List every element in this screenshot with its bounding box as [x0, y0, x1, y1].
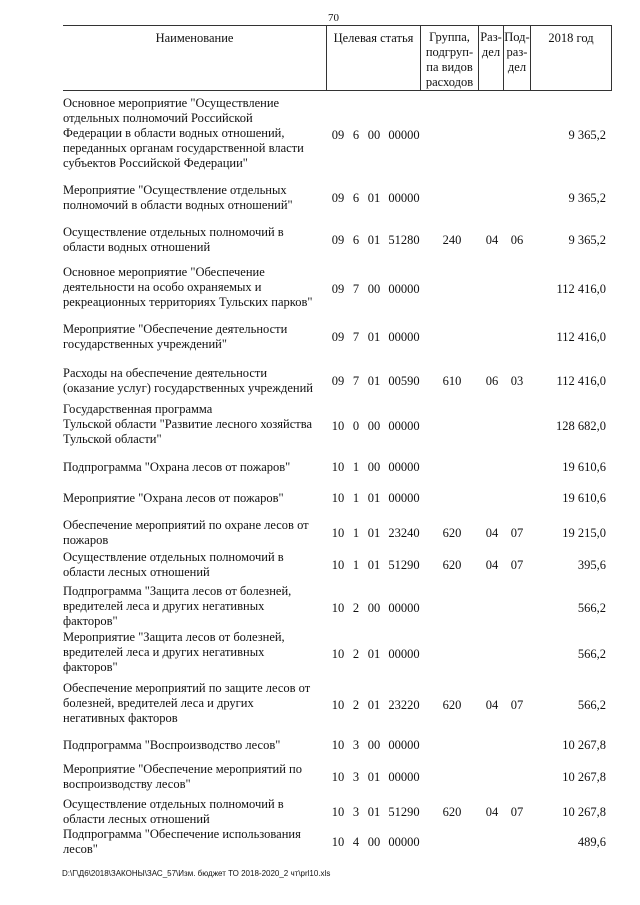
code-direction: 00000: [388, 770, 420, 784]
row-name-line: деятельности на особо охраняемых и: [63, 280, 262, 294]
code-subprogram: 1: [352, 460, 360, 474]
code-direction: 00000: [388, 601, 420, 615]
code-subprogram: 3: [352, 738, 360, 752]
table-header: [0, 26, 640, 90]
code-direction: 00000: [388, 191, 420, 205]
row-name: [63, 322, 325, 352]
row-name: [63, 550, 325, 580]
code-subprogram: 7: [352, 330, 360, 344]
row-name-line: субъектов Российской Федерации": [63, 156, 248, 170]
code-subprogram: 2: [352, 698, 360, 712]
row-name: [63, 225, 325, 255]
subsection-code: 06: [510, 233, 524, 247]
row-name-line: государственных учреждений": [63, 337, 227, 351]
row-name-line: Осуществление отдельных полномочий в: [63, 550, 284, 564]
code-subprogram: 7: [352, 282, 360, 296]
section-code: 04: [485, 526, 499, 540]
amount-2018: 9 365,2: [568, 233, 606, 247]
row-name-line: рекреационных территориях Тульских парков": [63, 295, 313, 309]
row-name: [63, 518, 325, 548]
code-program: 10: [331, 738, 345, 752]
row-name-line: Основное мероприятие "Обеспечение: [63, 265, 265, 279]
row-name-line: Мероприятие "Охрана лесов от пожаров": [63, 491, 284, 505]
code-direction: 00000: [388, 835, 420, 849]
section-code: 04: [485, 233, 499, 247]
row-name-line: Подпрограмма "Защита лесов от болезней,: [63, 584, 292, 598]
row-name-line: Подпрограмма "Охрана лесов от пожаров": [63, 460, 291, 474]
expense-group: 240: [442, 233, 462, 247]
amount-2018: 112 416,0: [556, 330, 606, 344]
row-name: [63, 183, 325, 213]
header-group-line: Группа,: [429, 30, 470, 44]
row-name-line: отдельных полномочий Российской: [63, 111, 253, 125]
code-direction: 00000: [388, 282, 420, 296]
code-subprogram: 6: [352, 191, 360, 205]
amount-2018: 128 682,0: [556, 419, 606, 433]
header-name: Наименование: [155, 31, 234, 45]
code-subprogram: 1: [352, 558, 360, 572]
amount-2018: 19 610,6: [562, 491, 606, 505]
row-name-line: (оказание услуг) государственных учреждений: [63, 381, 313, 395]
header-section: [479, 30, 503, 94]
section-code: 06: [485, 374, 499, 388]
amount-2018: 566,2: [577, 698, 606, 712]
row-name-line: вредителей леса и других негативных: [63, 599, 265, 613]
code-event: 01: [367, 233, 381, 247]
code-subprogram: 1: [352, 491, 360, 505]
header-subsection-line: раз-: [506, 45, 528, 59]
code-subprogram: 4: [352, 835, 360, 849]
header-group-line: расходов: [425, 75, 474, 89]
subsection-code: 03: [510, 374, 524, 388]
expense-group: 620: [442, 558, 462, 572]
amount-2018: 19 215,0: [562, 526, 606, 540]
row-name: [63, 460, 325, 475]
expense-group: 610: [442, 374, 462, 388]
code-program: 09: [331, 374, 345, 388]
row-name-line: области лесных отношений: [63, 812, 210, 826]
row-name-line: области лесных отношений: [63, 565, 210, 579]
row-name: [63, 630, 325, 675]
expense-group: 620: [442, 526, 462, 540]
code-event: 00: [367, 128, 381, 142]
row-name-line: факторов": [63, 660, 118, 674]
code-program: 09: [331, 330, 345, 344]
row-name-line: Подпрограмма "Воспроизводство лесов": [63, 738, 281, 752]
row-name: [63, 762, 325, 792]
code-subprogram: 2: [352, 601, 360, 615]
header-section-line: дел: [481, 45, 501, 59]
code-subprogram: 6: [352, 128, 360, 142]
code-program: 10: [331, 770, 345, 784]
subsection-code: 07: [510, 805, 524, 819]
amount-2018: 19 610,6: [562, 460, 606, 474]
row-name: [63, 681, 325, 726]
row-name-line: полномочий в области водных отношений": [63, 198, 293, 212]
row-name: [63, 827, 325, 857]
code-program: 10: [331, 491, 345, 505]
code-program: 10: [331, 558, 345, 572]
expense-group: 620: [442, 698, 462, 712]
row-name-line: факторов": [63, 614, 118, 628]
header-subsection-line: Под-: [504, 30, 530, 44]
row-name: [63, 402, 325, 447]
amount-2018: 112 416,0: [556, 282, 606, 296]
page-number: 70: [328, 12, 339, 24]
amount-2018: 9 365,2: [568, 128, 606, 142]
row-name: [63, 738, 325, 753]
code-direction: 00000: [388, 738, 420, 752]
code-subprogram: 6: [352, 233, 360, 247]
code-event: 00: [367, 460, 381, 474]
subsection-code: 07: [510, 526, 524, 540]
row-name-line: Мероприятие "Обеспечение деятельности: [63, 322, 288, 336]
row-name-line: Основное мероприятие "Осуществление: [63, 96, 280, 110]
row-name-line: Мероприятие "Осуществление отдельных: [63, 183, 287, 197]
amount-2018: 566,2: [577, 601, 606, 615]
row-name-line: Обеспечение мероприятий по охране лесов от: [63, 518, 309, 532]
header-group-line: подгруп-: [425, 45, 474, 59]
code-program: 09: [331, 282, 345, 296]
row-name-line: вредителей леса и других негативных: [63, 645, 265, 659]
amount-2018: 112 416,0: [556, 374, 606, 388]
code-subprogram: 7: [352, 374, 360, 388]
amount-2018: 489,6: [577, 835, 606, 849]
header-year: 2018 год: [548, 31, 594, 45]
header-group: [421, 30, 478, 94]
row-name-line: Федерации в области водных отношений,: [63, 126, 285, 140]
code-event: 01: [367, 491, 381, 505]
code-subprogram: 1: [352, 526, 360, 540]
code-event: 01: [367, 191, 381, 205]
row-name: [63, 491, 325, 506]
header-target-article: Целевая статья: [333, 31, 414, 45]
subsection-code: 07: [510, 558, 524, 572]
row-name-line: переданных органам государственной власти: [63, 141, 304, 155]
section-code: 04: [485, 805, 499, 819]
row-name-line: Государственная программа: [63, 402, 213, 416]
code-event: 00: [367, 282, 381, 296]
row-name: [63, 366, 325, 396]
row-name-line: пожаров: [63, 533, 109, 547]
code-event: 00: [367, 419, 381, 433]
row-name-line: Мероприятие "Обеспечение мероприятий по: [63, 762, 302, 776]
row-name-line: Подпрограмма "Обеспечение использования: [63, 827, 301, 841]
code-program: 10: [331, 647, 345, 661]
code-subprogram: 3: [352, 805, 360, 819]
row-name-line: воспроизводству лесов": [63, 777, 191, 791]
expense-group: 620: [442, 805, 462, 819]
code-subprogram: 3: [352, 770, 360, 784]
code-program: 09: [331, 233, 345, 247]
code-direction: 00000: [388, 330, 420, 344]
row-name-line: Мероприятие "Защита лесов от болезней,: [63, 630, 285, 644]
code-event: 01: [367, 330, 381, 344]
code-event: 01: [367, 698, 381, 712]
footer-file-path: D:\Г\Д6\2018\ЗАКОНЫ\ЗАС_57\Изм. бюджет ТО 2018-2020_2 чт\prl10.xls: [62, 869, 331, 878]
row-name-line: Осуществление отдельных полномочий в: [63, 797, 284, 811]
code-direction: 23220: [388, 698, 420, 712]
code-subprogram: 2: [352, 647, 360, 661]
row-name-line: лесов": [63, 842, 98, 856]
row-name: [63, 265, 325, 310]
code-event: 01: [367, 558, 381, 572]
code-event: 01: [367, 647, 381, 661]
code-program: 10: [331, 601, 345, 615]
code-event: 01: [367, 770, 381, 784]
row-name: [63, 584, 325, 629]
header-section-line: Раз-: [480, 30, 502, 44]
code-program: 10: [331, 526, 345, 540]
subsection-code: 07: [510, 698, 524, 712]
amount-2018: 10 267,8: [562, 770, 606, 784]
amount-2018: 10 267,8: [562, 738, 606, 752]
row-name: [63, 96, 325, 171]
header-subsection: [504, 30, 530, 94]
row-name-line: Тульской области": [63, 432, 162, 446]
code-program: 09: [331, 191, 345, 205]
amount-2018: 10 267,8: [562, 805, 606, 819]
header-group-line: па видов: [426, 60, 473, 74]
code-direction: 00000: [388, 419, 420, 433]
header-subsection-line: дел: [507, 60, 527, 74]
code-direction: 00000: [388, 491, 420, 505]
code-event: 01: [367, 374, 381, 388]
code-subprogram: 0: [352, 419, 360, 433]
amount-2018: 395,6: [577, 558, 606, 572]
section-code: 04: [485, 558, 499, 572]
code-direction: 51280: [388, 233, 420, 247]
code-program: 10: [331, 805, 345, 819]
code-event: 00: [367, 738, 381, 752]
code-event: 01: [367, 526, 381, 540]
code-direction: 23240: [388, 526, 420, 540]
row-name-line: Обеспечение мероприятий по защите лесов от: [63, 681, 311, 695]
amount-2018: 566,2: [577, 647, 606, 661]
row-name-line: области водных отношений: [63, 240, 211, 254]
row-name-line: Расходы на обеспечение деятельности: [63, 366, 268, 380]
code-direction: 51290: [388, 558, 420, 572]
code-event: 00: [367, 601, 381, 615]
code-program: 10: [331, 419, 345, 433]
code-event: 00: [367, 835, 381, 849]
amount-2018: 9 365,2: [568, 191, 606, 205]
row-name-line: Тульской области "Развитие лесного хозяйства: [63, 417, 313, 431]
code-program: 10: [331, 835, 345, 849]
code-direction: 00000: [388, 128, 420, 142]
code-direction: 00000: [388, 647, 420, 661]
row-name-line: Осуществление отдельных полномочий в: [63, 225, 284, 239]
code-direction: 00590: [388, 374, 420, 388]
code-event: 01: [367, 805, 381, 819]
code-direction: 51290: [388, 805, 420, 819]
code-program: 10: [331, 460, 345, 474]
code-direction: 00000: [388, 460, 420, 474]
section-code: 04: [485, 698, 499, 712]
code-program: 09: [331, 128, 345, 142]
code-program: 10: [331, 698, 345, 712]
row-name-line: негативных факторов: [63, 711, 178, 725]
row-name: [63, 797, 325, 827]
row-name-line: болезней, вредителей леса и других: [63, 696, 254, 710]
